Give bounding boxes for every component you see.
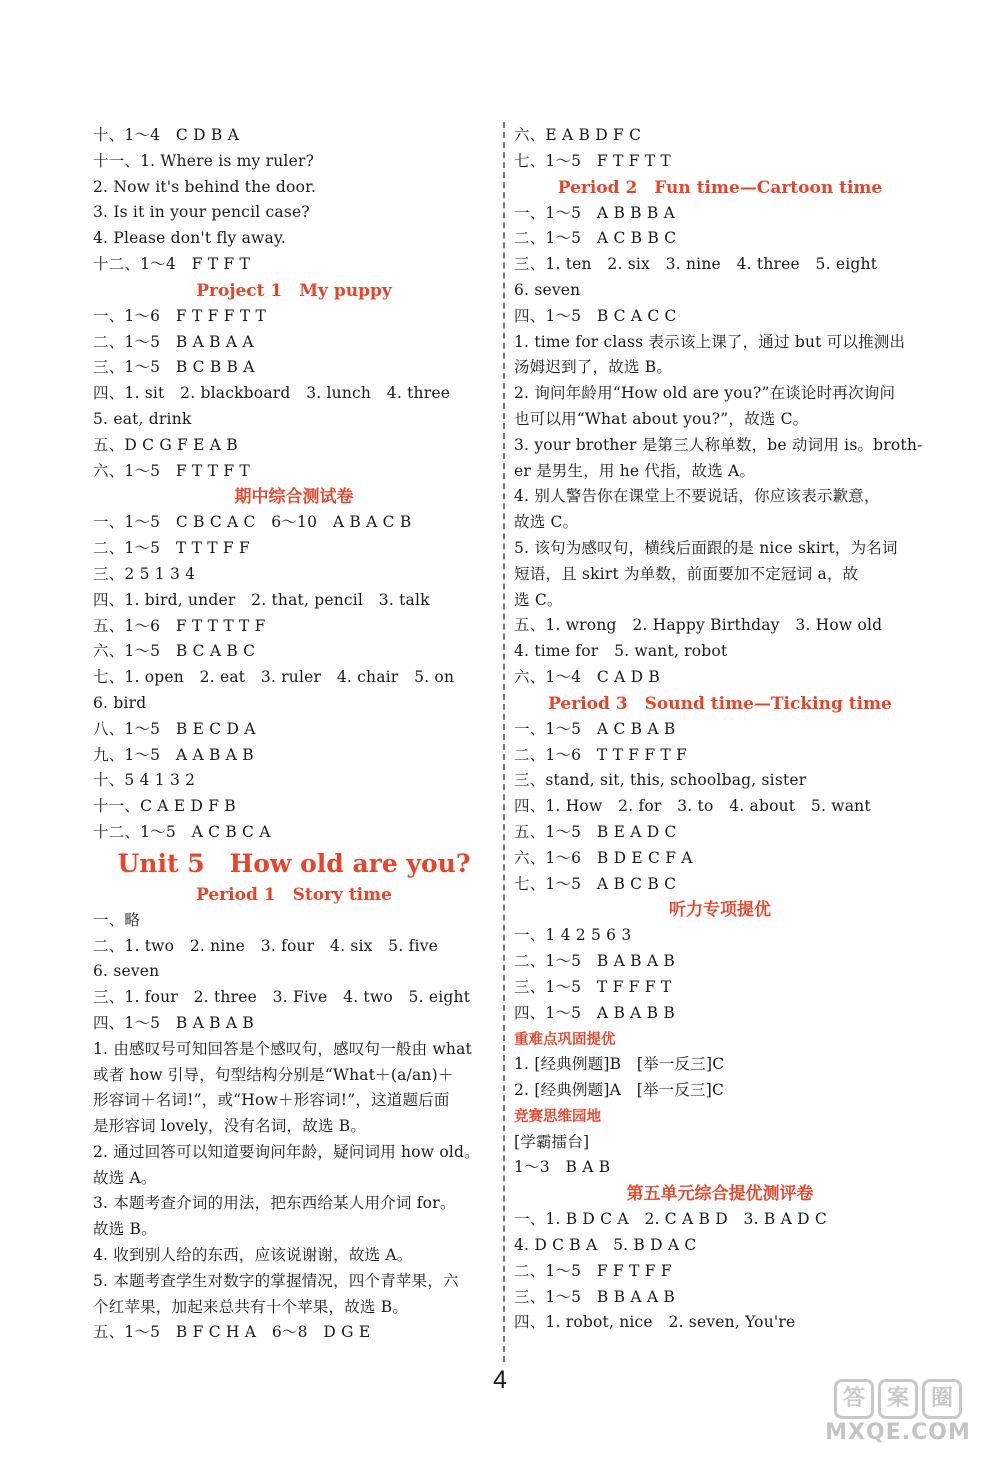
section-heading-contest: 竞赛思维园地 xyxy=(514,1107,601,1125)
answer-line: 三、stand, sit, this, schoolbag, sister xyxy=(514,771,807,790)
answer-line: 十、5 4 1 3 2 xyxy=(93,771,196,790)
answer-line: 五、D C G F E A B xyxy=(93,435,238,454)
answer-line: 九、1～5 A A B A B xyxy=(93,745,254,764)
explanation-line: 5. 本题考查学生对数字的掌握情况，四个青苹果，六 xyxy=(93,1271,459,1290)
answer-line: 二、1～5 T T T F F xyxy=(93,539,250,558)
answer-line: 二、1～6 T T F F T F xyxy=(514,745,688,764)
answer-line: 五、1～5 B E A D C xyxy=(514,822,677,841)
answer-line: 六、1～5 B C A B C xyxy=(93,642,256,661)
answer-line: 三、1～5 B B A A B xyxy=(514,1287,675,1306)
page-number: 4 xyxy=(493,1366,507,1394)
answer-line: 4. D C B A 5. B D A C xyxy=(514,1236,697,1255)
explanation-line: 个红苹果，加起来总共有十个苹果，故选 B。 xyxy=(93,1297,409,1316)
explanation-line: 2. 通过回答可以知道要询问年龄，疑问词用 how old。 xyxy=(93,1142,480,1161)
answer-line: 四、1. robot, nice 2. seven, You're xyxy=(514,1313,796,1332)
answer-line: 五、1～6 F T T T T F xyxy=(93,616,266,635)
answer-line: 1. [经典例题]B [举一反三]C xyxy=(514,1055,725,1074)
answer-line: 四、1. bird, under 2. that, pencil 3. talk xyxy=(93,590,430,609)
answer-line: 二、1～5 B A B A B xyxy=(514,952,675,971)
answer-line: 三、1～5 B C B B A xyxy=(93,358,255,377)
explanation-line: 5. 该句为感叹句，横线后面跟的是 nice skirt，为名词 xyxy=(514,538,898,557)
watermark-logo xyxy=(808,1378,988,1454)
watermark-url: MXQE.COM xyxy=(825,1420,971,1445)
answer-line: 一、略 xyxy=(93,910,141,929)
answer-line: 4. Please don't fly away. xyxy=(93,229,286,248)
answer-line: 4. time for 5. want, robot xyxy=(514,642,728,661)
answer-line: 2. [经典例题]A [举一反三]C xyxy=(514,1081,725,1100)
answer-line: 6. bird xyxy=(93,693,147,712)
answer-line: 五、1～5 B F C H A 6～8 D G E xyxy=(93,1323,371,1342)
answer-line: 六、1～6 B D E C F A xyxy=(514,848,693,867)
answer-line: 1～3 B A B xyxy=(514,1158,611,1177)
answer-line: 5. eat, drink xyxy=(93,409,192,428)
answer-line: 6. seven xyxy=(93,962,160,981)
explanation-line: 也可以用“What about you?”，故选 C。 xyxy=(514,409,809,428)
column-divider xyxy=(503,122,505,1362)
answer-line: 八、1～5 B E C D A xyxy=(93,719,256,738)
explanation-line: 形容词＋名词!”，或“How＋形容词!”，这道题后面 xyxy=(93,1091,450,1110)
answer-line: 六、1～4 C A D B xyxy=(514,667,660,686)
answer-line: 七、1～5 F T F T T xyxy=(514,151,671,170)
answer-line: 三、1. four 2. three 3. Five 4. two 5. eight xyxy=(93,988,471,1007)
left-lines-d xyxy=(93,908,495,1347)
answer-line: 一、1～5 A B B B A xyxy=(514,203,675,222)
section-heading-midterm: 期中综合测试卷 xyxy=(234,487,354,508)
watermark-chars xyxy=(808,1378,988,1420)
explanation-line: 4. 收到别人给的东西，应该说谢谢，故选 A。 xyxy=(93,1246,413,1265)
answer-line: 二、1～5 B A B A A xyxy=(93,332,254,351)
unit-title: Unit 5 How old are you? xyxy=(117,848,471,878)
answer-line: 七、1. open 2. eat 3. ruler 4. chair 5. on xyxy=(93,668,455,687)
answer-line: 一、1 4 2 5 6 3 xyxy=(514,926,632,945)
answer-line: 四、1. sit 2. blackboard 3. lunch 4. three xyxy=(93,384,451,403)
answer-line: 二、1. two 2. nine 3. four 4. six 5. five xyxy=(93,936,439,955)
explanation-line: 短语，且 skirt 为单数，前面要加不定冠词 a，故 xyxy=(514,564,859,583)
answer-line: 四、1～5 B A B A B xyxy=(93,1013,254,1032)
explanation-line: 汤姆迟到了，故选 B。 xyxy=(514,358,673,377)
answer-line: 一、1～5 C B C A C 6～10 A B A C B xyxy=(93,513,412,532)
section-heading-period3: Period 3 Sound time—Ticking time xyxy=(548,693,892,714)
section-heading-period1: Period 1 Story time xyxy=(196,884,392,905)
answer-line: 三、1. ten 2. six 3. nine 4. three 5. eight xyxy=(514,255,878,274)
section-heading-period2: Period 2 Fun time—Cartoon time xyxy=(557,177,883,198)
watermark-char: 答 xyxy=(834,1379,874,1419)
explanation-line: 是形容词 lovely，没有名词，故选 B。 xyxy=(93,1117,367,1136)
answer-line: 2. Now it's behind the door. xyxy=(93,177,317,196)
answer-line: 3. Is it in your pencil case? xyxy=(93,203,310,222)
answer-line: 一、1. B D C A 2. C A B D 3. B A D C xyxy=(514,1210,827,1229)
watermark-char: 圈 xyxy=(922,1379,962,1419)
explanation-line: 或者 how 引导，句型结构分别是“What＋(a/an)＋ xyxy=(93,1065,454,1084)
answer-line: 四、1～5 B C A C C xyxy=(514,306,677,325)
explanation-line: 故选 C。 xyxy=(514,513,579,532)
explanation-line: 4. 别人警告你在课堂上不要说话，你应该表示歉意， xyxy=(514,487,880,506)
answer-line: 三、2 5 1 3 4 xyxy=(93,564,196,583)
answer-line: 二、1～5 F F T F F xyxy=(514,1261,672,1280)
right-lines-d xyxy=(514,923,926,1026)
answer-line: 七、1～5 A B C B C xyxy=(514,874,677,893)
answer-line: 四、1. How 2. for 3. to 4. about 5. want xyxy=(514,797,871,816)
watermark-char: 案 xyxy=(878,1379,918,1419)
right-lines-g xyxy=(514,1207,926,1336)
left-lines-c xyxy=(93,510,495,845)
answer-line: 十一、C A E D F B xyxy=(93,797,236,816)
answer-line: 六、E A B D F C xyxy=(514,126,642,144)
right-lines-b xyxy=(514,201,926,691)
right-column xyxy=(514,123,926,1336)
answer-line: 6. seven xyxy=(514,280,581,299)
explanation-line: 选 C。 xyxy=(514,590,563,609)
right-lines-e xyxy=(514,1052,926,1104)
answer-line: 十二、1～4 F T F T xyxy=(93,254,250,273)
explanation-line: 3. 本题考查介词的用法，把东西给某人用介词 for。 xyxy=(93,1194,456,1213)
explanation-line: 故选 B。 xyxy=(93,1220,157,1239)
section-heading-listening: 听力专项提优 xyxy=(669,900,771,921)
answer-line: 一、1～6 F T F F T T xyxy=(93,306,267,325)
section-heading-key-points: 重难点巩固提优 xyxy=(514,1030,616,1048)
answer-line: 四、1～5 A B A B B xyxy=(514,1003,675,1022)
answer-line: 三、1～5 T F F F T xyxy=(514,977,672,996)
section-heading-unit-test: 第五单元综合提优测评卷 xyxy=(626,1184,814,1205)
answer-line: 二、1～5 A C B B C xyxy=(514,229,677,248)
explanation-line: 故选 A。 xyxy=(93,1168,157,1187)
answer-line: [学霸擂台] xyxy=(514,1132,590,1151)
explanation-line: er 是男生，用 he 代指，故选 A。 xyxy=(514,461,756,480)
section-heading-project1: Project 1 My puppy xyxy=(196,280,392,301)
answer-line: 六、1～5 F T T F T xyxy=(93,461,250,480)
answer-line: 一、1～5 A C B A B xyxy=(514,719,676,738)
explanation-line: 1. 由感叹号可知回答是个感叹句，感叹句一般由 what xyxy=(93,1039,472,1058)
explanation-line: 3. your brother 是第三人称单数，be 动词用 is。broth- xyxy=(514,435,923,454)
explanation-line: 1. time for class 表示该上课了，通过 but 可以推测出 xyxy=(514,332,906,351)
answer-line: 十一、1. Where is my ruler? xyxy=(93,151,315,170)
left-lines-a xyxy=(93,123,495,278)
explanation-line: 2. 询问年龄用“How old are you?”在谈论时再次询问 xyxy=(514,384,896,403)
right-lines-a xyxy=(514,123,926,175)
right-lines-f xyxy=(514,1130,926,1182)
left-lines-b xyxy=(93,304,495,485)
answer-line: 十、1～4 C D B A xyxy=(93,126,239,144)
right-lines-c xyxy=(514,717,926,898)
left-column xyxy=(93,123,495,1346)
answer-line: 五、1. wrong 2. Happy Birthday 3. How old xyxy=(514,616,883,635)
answer-line: 十二、1～5 A C B C A xyxy=(93,822,271,841)
